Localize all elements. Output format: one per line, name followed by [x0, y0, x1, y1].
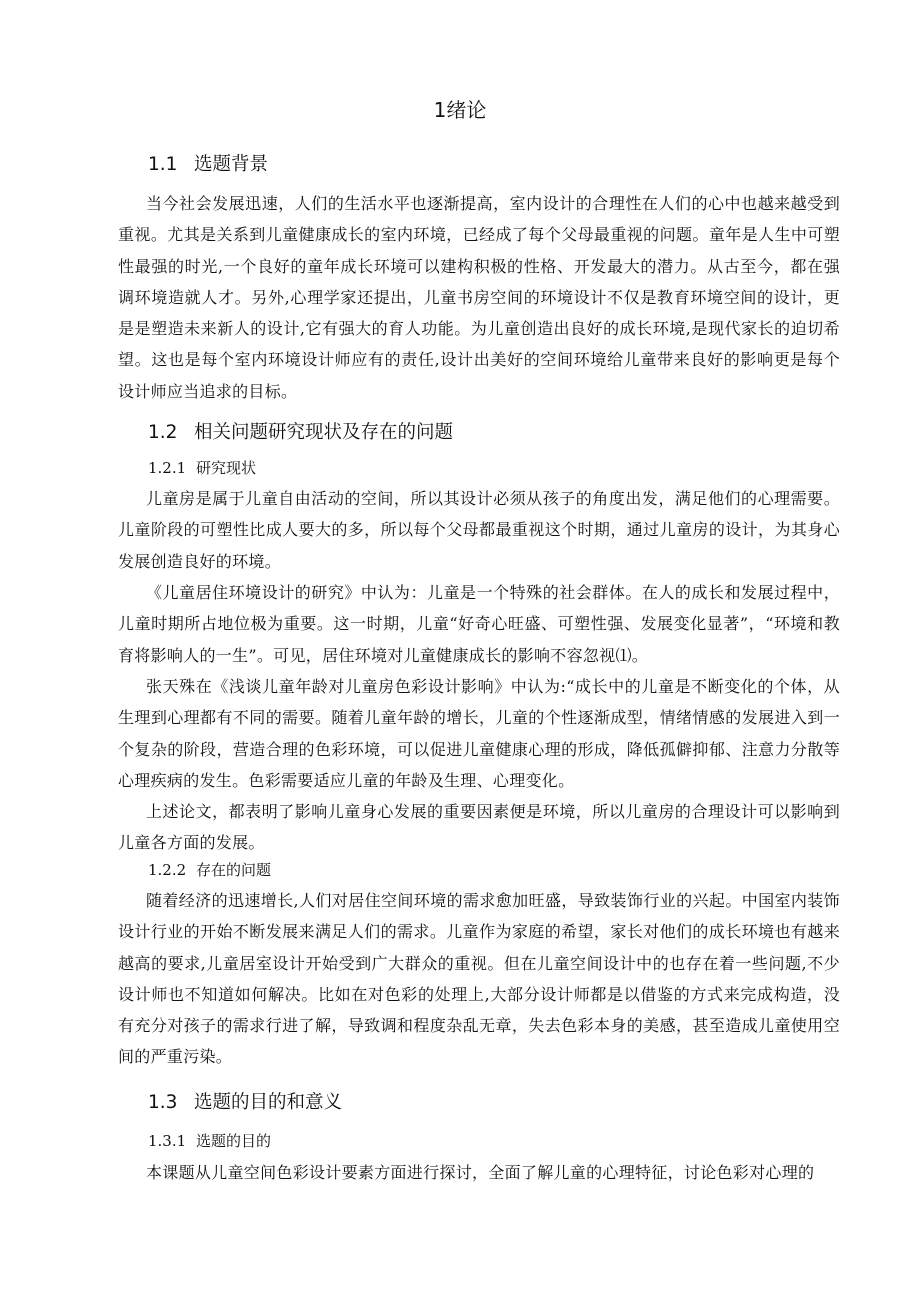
section-title: 选题背景: [194, 154, 269, 175]
subsection-heading-1-2-1: [148, 456, 256, 480]
subsection-number: 1.3.1: [148, 1132, 187, 1150]
subsection-title: 选题的目的: [196, 1132, 272, 1150]
section-heading-1-2: [148, 420, 453, 446]
section-heading-1-3: [148, 1090, 342, 1116]
paragraph-research-1: 儿童房是属于儿童自由活动的空间，所以其设计必须从孩子的角度出发，满足他们的心理需要。儿童阶段的可塑性比成人要大的多，所以每个父母都最重视这个时期，通过儿童房的设计，为其身心发展创造良好的环境。: [118, 489, 840, 571]
subsection-heading-1-3-1: [148, 1129, 271, 1153]
section-heading-1-1: [148, 152, 268, 178]
subsection-title: 存在的问题: [196, 861, 272, 879]
paragraph-background: 当今社会发展迅速，人们的生活水平也逐渐提高，室内设计的合理性在人们的心中也越来越受到重视。尤其是关系到儿童健康成长的室内环境，已经成了每个父母最重视的问题。童年是人生中可塑性最强的时光,一个良好的童年成长环境可以建构积极的性格、开发最大的潜力。从古至今，都在强调环境造就人才。另外,心理学家还提出，儿童书房空间的环境设计不仅是教育环境空间的设计，更是是塑造未来新人的设计,它有强大的育人功能。为儿童创造出良好的成长环境,是现代家长的迫切希望。这也是每个室内环境设计师应有的责任,设计出美好的空间环境给儿童带来良好的影响更是每个设计师应当追求的目标。: [118, 194, 840, 401]
paragraph-research-3: 张天殊在《浅谈儿童年龄对儿童房色彩设计影响》中认为:“成长中的儿童是不断变化的个体，从生理到心理都有不同的需要。随着儿童年龄的增长，儿童的个性逐渐成型，情绪情感的发展进入到一个复杂的阶段，营造合理的色彩环境，可以促进儿童健康心理的形成，降低孤僻抑郁、注意力分散等心理疾病的发生。色彩需要适应儿童的年龄及生理、心理变化。: [118, 677, 840, 790]
subsection-number: 1.2.1: [148, 459, 187, 477]
paragraph-research-2: 《儿童居住环境设计的研究》中认为：儿童是一个特殊的社会群体。在人的成长和发展过程中，儿童时期所占地位极为重要。这一时期，儿童“好奇心旺盛、可塑性强、发展变化显著”，“环境和教育将影响人的一生”。可见，居住环境对儿童健康成长的影响不容忽视⑴。: [118, 583, 840, 665]
section-number: 1.1: [148, 154, 178, 175]
subsection-title: 研究现状: [196, 459, 257, 477]
paragraph-problems: 随着经济的迅速增长,人们对居住空间环境的需求愈加旺盛，导致装饰行业的兴起。中国室内装饰设计行业的开始不断发展来满足人们的需求。儿童作为家庭的希望，家长对他们的成长环境也有越来越高的要求,儿童居室设计开始受到广大群众的重视。但在儿童空间设计中的也存在着一些问题,不少设计师也不知道如何解决。比如在对色彩的处理上,大部分设计师都是以借鉴的方式来完成构造，没有充分对孩子的需求行进了解，导致调和程度杂乱无章，失去色彩本身的美感，甚至造成儿童使用空间的严重污染。: [118, 891, 840, 1067]
section-title: 相关问题研究现状及存在的问题: [194, 422, 454, 443]
subsection-heading-1-2-2: [148, 858, 271, 882]
paragraph-research-4: 上述论文，都表明了影响儿童身心发展的重要因素便是环境，所以儿童房的合理设计可以影响到儿童各方面的发展。: [118, 802, 840, 853]
subsection-number: 1.2.2: [148, 861, 187, 879]
section-title: 选题的目的和意义: [194, 1092, 343, 1113]
chapter-title: 1绪论: [433, 98, 487, 122]
paragraph-purpose: 本课题从儿童空间色彩设计要素方面进行探讨，全面了解儿童的心理特征，讨论色彩对心理的: [146, 1163, 815, 1182]
section-number: 1.2: [148, 422, 178, 443]
section-number: 1.3: [148, 1092, 178, 1113]
